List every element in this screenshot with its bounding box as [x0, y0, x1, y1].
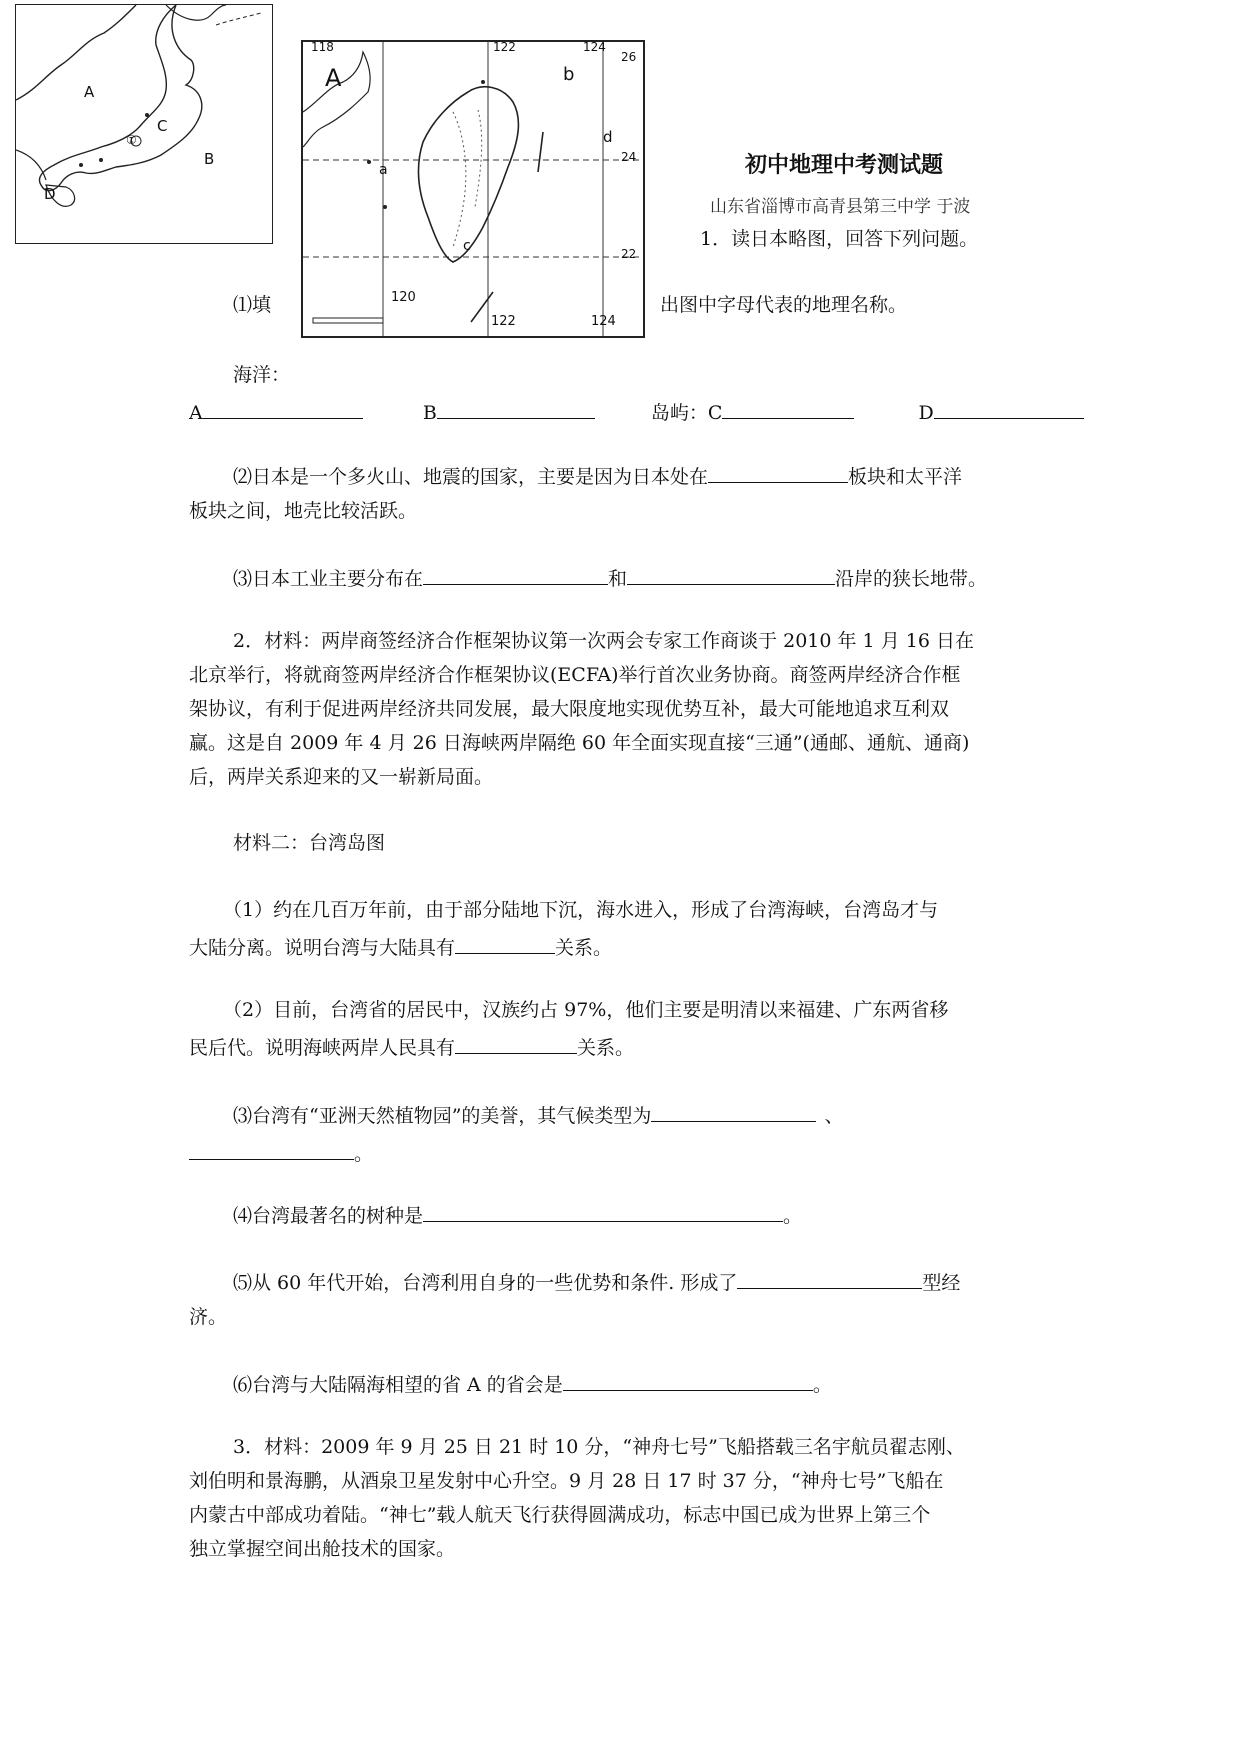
q2-blank-climate-2[interactable] — [189, 1133, 354, 1160]
q2-blank-tree[interactable] — [423, 1195, 783, 1222]
q2-sub4-text-a: ⑷台湾最著名的树种是 — [233, 1205, 424, 1227]
q3-line3: 内蒙古中部成功着陆。“神七”载人航天飞行获得圆满成功，标志中国已成为世界上第三个 — [189, 1504, 931, 1526]
japan-label-a: A — [84, 83, 95, 101]
q2-sub-5 — [189, 1262, 1064, 1334]
q2-sub1-text-c: 关系。 — [555, 937, 613, 959]
q2-m1-line1: 2．材料：两岸商签经济合作框架协议第一次两会专家工作商谈于 2010 年 1 月 16 日在 — [233, 630, 974, 652]
q1-label-a: A — [189, 402, 203, 424]
taiwan-label-lat-22: 22 — [621, 247, 637, 261]
q1-part2-text-a: ⑵日本是一个多火山、地震的国家，主要是因为日本处在 — [233, 466, 709, 488]
q2-sub1-line1: （1）约在几百万年前，由于部分陆地下沉，海水进入，形成了台湾海峡，台湾岛才与 — [223, 899, 939, 921]
q1-blank-plate[interactable] — [708, 456, 848, 483]
taiwan-label-lon-122: 122 — [493, 40, 516, 54]
q2-m1-line2: 北京举行，将就商签两岸经济合作框架协议(ECFA)举行首次业务协商。商签两岸经济合作框 — [189, 664, 961, 686]
q1-answer-row — [189, 392, 1084, 430]
taiwan-label-lat-26: 26 — [621, 50, 637, 64]
japan-map — [15, 4, 273, 244]
taiwan-label-lon-124: 124 — [583, 40, 606, 54]
taiwan-label-lon-124-bottom: 124 — [591, 314, 616, 329]
q1-part3-text-b: 和 — [608, 568, 628, 590]
taiwan-map — [301, 40, 645, 338]
q2-blank-economy[interactable] — [737, 1262, 922, 1289]
q3-line1: 3．材料：2009 年 9 月 25 日 21 时 10 分，“神舟七号”飞船搭载三名宇航员翟志刚、 — [233, 1436, 965, 1458]
q2-sub-4 — [189, 1195, 1064, 1233]
q2-sub-3 — [189, 1095, 1064, 1171]
japan-label-c: C — [157, 117, 168, 135]
q2-sub4-text-b: 。 — [783, 1205, 803, 1227]
q1-blank-b[interactable] — [437, 392, 595, 419]
q2-sub5-text-a: ⑸从 60 年代开始，台湾利用自身的一些优势和条件. 形成了 — [233, 1272, 738, 1294]
taiwan-label-c: c — [463, 238, 471, 254]
q1-blank-d[interactable] — [934, 392, 1084, 419]
q1-blank-c[interactable] — [722, 392, 854, 419]
q1-label-b: B — [422, 402, 437, 424]
q1-part2 — [189, 456, 1064, 528]
taiwan-label-lon-118: 118 — [311, 40, 334, 54]
q2-m1-line3: 架协议，有利于促进两岸经济共同发展，最大限度地实现优势互补，最大可能地追求互利双 — [189, 698, 950, 720]
q1-blank-coast-1[interactable] — [423, 558, 608, 585]
q1-blank-a[interactable] — [203, 392, 363, 419]
q2-sub6-text-a: ⑹台湾与大陆隔海相望的省 A 的省会是 — [233, 1374, 563, 1396]
japan-label-circle-1: ① — [126, 133, 137, 147]
q2-sub-1 — [189, 893, 1064, 965]
q1-label-d: D — [918, 402, 934, 424]
q1-ocean-label: 海洋： — [233, 364, 291, 386]
q1-blank-coast-2[interactable] — [627, 558, 835, 585]
taiwan-label-lon-122-bottom: 122 — [491, 314, 516, 329]
q2-sub6-text-b: 。 — [812, 1374, 832, 1396]
q1-part3 — [189, 558, 1064, 596]
q3-line4: 独立掌握空间出舱技术的国家。 — [189, 1538, 456, 1560]
q2-sub1-text-b: 大陆分离。说明台湾与大陆具有 — [189, 937, 456, 959]
q2-sub-2 — [189, 993, 1064, 1065]
q1-part1-right: 出图中字母代表的地理名称。 — [660, 294, 908, 316]
q1-part2-text-c: 板块之间，地壳比较活跃。 — [189, 500, 418, 522]
author-line: 山东省淄博市高青县第三中学 于波 — [710, 197, 971, 217]
taiwan-label-a-small: a — [379, 162, 388, 178]
taiwan-label-a-big: A — [325, 64, 342, 92]
q1-part3-text-a: ⑶日本工业主要分布在 — [233, 568, 424, 590]
japan-label-d: D — [44, 185, 56, 203]
q2-blank-capital[interactable] — [563, 1364, 813, 1391]
q2-sub2-line1: （2）目前，台湾省的居民中，汉族约占 97%，他们主要是明清以来福建、广东两省移 — [223, 999, 949, 1021]
q2-sub2-text-c: 关系。 — [577, 1037, 635, 1059]
taiwan-island-drawing — [303, 42, 643, 336]
q2-material-2-text: 材料二：台湾岛图 — [233, 832, 386, 854]
q2-sub3-text-a: ⑶台湾有“亚洲天然植物园”的美誉，其气候类型为 — [233, 1105, 652, 1127]
taiwan-label-b: b — [563, 64, 575, 85]
q1-part2-text-b: 板块和太平洋 — [848, 466, 963, 488]
q2-blank-relation-1[interactable] — [455, 927, 555, 954]
q1-intro: 1．读日本略图，回答下列问题。 — [700, 228, 979, 250]
japan-label-b: B — [204, 150, 215, 168]
q2-m1-line5: 后，两岸关系迎来的又一崭新局面。 — [189, 766, 494, 788]
taiwan-label-lat-24: 24 — [621, 150, 637, 164]
q2-material-2 — [189, 826, 1064, 860]
q2-sub3-text-b: 、 — [824, 1105, 844, 1127]
page-title: 初中地理中考测试题 — [745, 152, 944, 178]
q2-sub-6 — [189, 1364, 1064, 1402]
taiwan-label-lon-120: 120 — [391, 290, 416, 305]
q2-material-1 — [189, 624, 1064, 794]
q3-line2: 刘伯明和景海鹏，从酒泉卫星发射中心升空。9 月 28 日 17 时 37 分，“神舟七号”飞船在 — [189, 1470, 944, 1492]
q1-part3-text-c: 沿岸的狭长地带。 — [835, 568, 988, 590]
q2-sub5-text-b: 型经 — [922, 1272, 961, 1294]
q2-sub2-text-b: 民后代。说明海峡两岸人民具有 — [189, 1037, 456, 1059]
q2-sub3-text-c: 。 — [354, 1143, 374, 1165]
q2-m1-line4: 赢。这是自 2009 年 4 月 26 日海峡两岸隔绝 60 年全面实现直接“三通”(通邮、通航、通商) — [189, 732, 970, 754]
q2-blank-relation-2[interactable] — [455, 1027, 577, 1054]
q1-island-label: 岛屿：C — [650, 402, 723, 424]
q1-part1-left: ⑴填 — [233, 294, 272, 316]
q2-sub5-text-c: 济。 — [189, 1306, 228, 1328]
taiwan-label-d: d — [603, 128, 613, 146]
q2-blank-climate-1[interactable] — [651, 1095, 816, 1122]
japan-outline-drawing — [16, 5, 272, 243]
q3-material — [189, 1430, 1064, 1566]
